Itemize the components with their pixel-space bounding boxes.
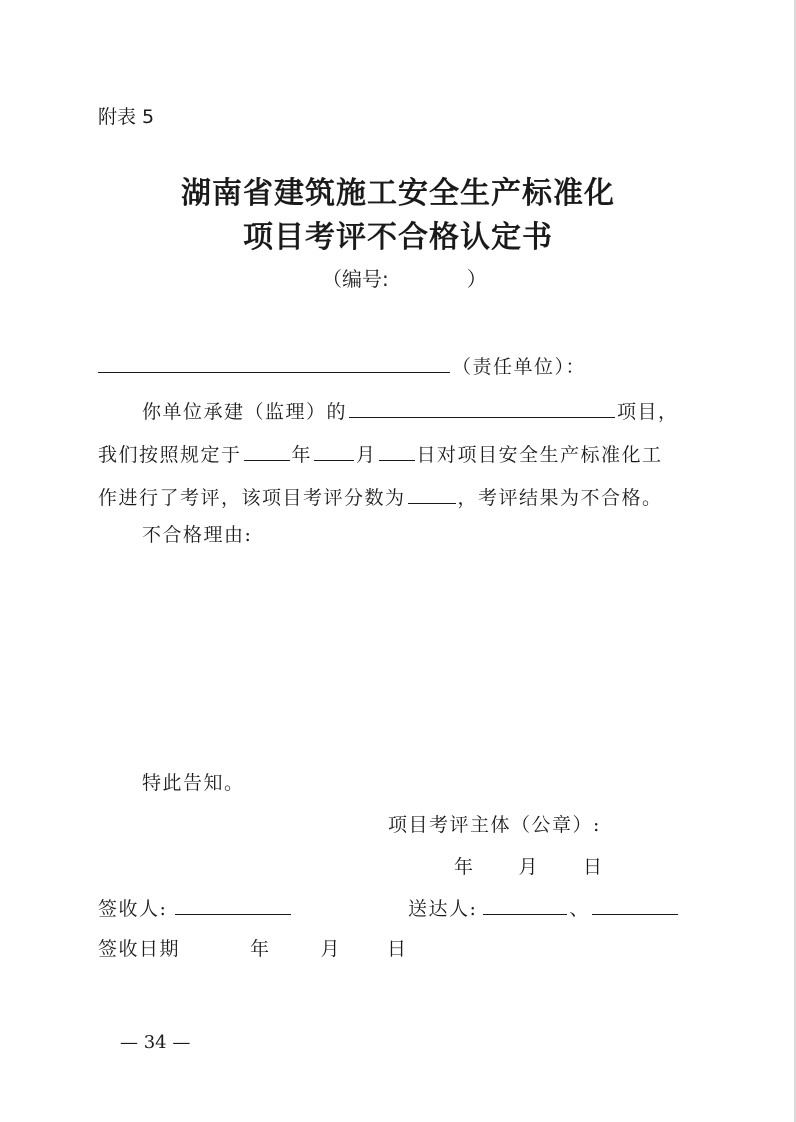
reason-label: 不合格理由: <box>142 524 253 546</box>
deliverer-separator: 、 <box>569 898 590 920</box>
score-field[interactable] <box>408 483 456 504</box>
page-number: — 34 — <box>120 1032 191 1053</box>
para2-month: 月 <box>356 444 377 466</box>
recipient-line <box>98 894 293 921</box>
month-field[interactable] <box>314 440 354 461</box>
recipient-label: 签收人: <box>98 898 168 920</box>
deliverer-line <box>408 894 680 921</box>
receipt-date-label: 签收日期 <box>98 938 181 960</box>
day-field[interactable] <box>379 440 415 461</box>
document-title-line2: 项目考评不合格认定书 <box>243 220 553 255</box>
paragraph-line2 <box>98 440 663 467</box>
project-name-field[interactable] <box>349 397 615 418</box>
addressee-line <box>98 352 586 379</box>
evaluation-date <box>454 852 604 879</box>
date-day: 日 <box>583 856 604 878</box>
date-year: 年 <box>454 856 475 878</box>
year-field[interactable] <box>244 440 290 461</box>
responsible-unit-field[interactable] <box>98 352 450 373</box>
para3-text-b: ，考评结果为不合格。 <box>457 487 663 509</box>
recipient-field[interactable] <box>175 894 291 915</box>
deliverer-field-2[interactable] <box>592 894 678 915</box>
para2-text-b: 日对项目安全生产标准化工 <box>416 444 663 466</box>
para2-year: 年 <box>291 444 313 466</box>
number-close: ） <box>466 267 487 291</box>
number-open: （编号: <box>322 267 389 291</box>
para2-text-a: 我们按照规定于 <box>98 444 242 466</box>
document-title-line1: 湖南省建筑施工安全生产标准化 <box>181 176 615 211</box>
addressee-suffix: （责任单位）： <box>452 356 587 378</box>
evaluator-label: 项目考评主体（公章）: <box>388 814 601 836</box>
paragraph-line3 <box>98 483 663 510</box>
para3-text-a: 作进行了考评，该项目考评分数为 <box>98 487 406 509</box>
receipt-year: 年 <box>250 938 271 960</box>
appendix-label: 附表 5 <box>98 106 155 128</box>
para1-text-a: 你单位承建（监理）的 <box>142 401 348 423</box>
document-number <box>322 263 487 292</box>
deliverer-field-1[interactable] <box>483 894 567 915</box>
para1-text-b: 项目， <box>617 401 679 423</box>
notice-text: 特此告知。 <box>142 772 245 794</box>
receipt-day: 日 <box>387 938 408 960</box>
date-month: 月 <box>518 856 540 878</box>
receipt-month: 月 <box>320 938 342 960</box>
receipt-date-line <box>98 934 408 961</box>
paragraph-line1 <box>142 397 679 424</box>
deliverer-label: 送达人: <box>408 898 478 920</box>
